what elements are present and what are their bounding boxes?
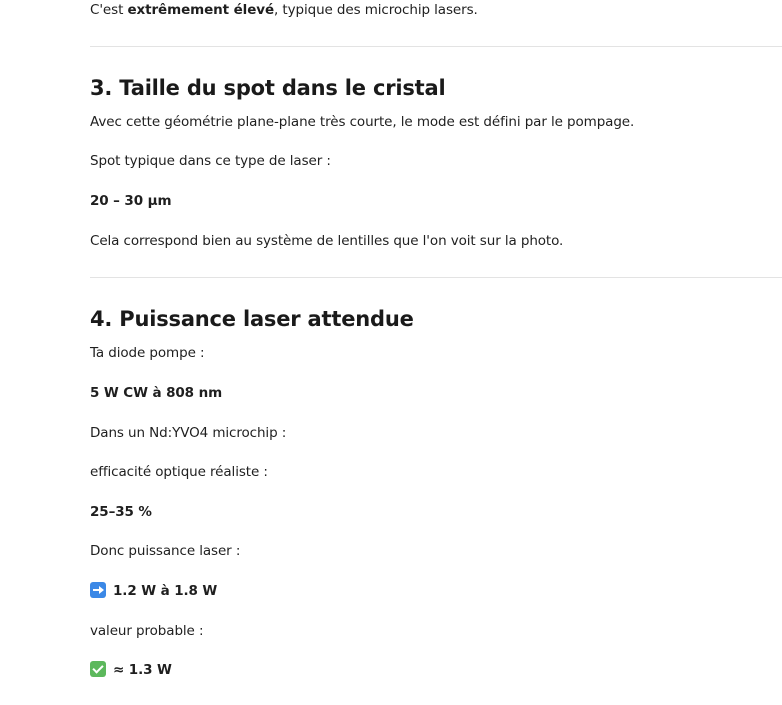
section-4-efficiency-value: [90, 502, 152, 522]
section-4-title: 4. Puissance laser attendue: [90, 307, 414, 331]
section-4-probable-value: [90, 660, 172, 680]
right-arrow-icon: [90, 582, 106, 598]
divider: [90, 46, 782, 47]
section-4-pump-value: [90, 383, 222, 403]
section-3-paragraph-2: Spot typique dans ce type de laser :: [90, 153, 331, 169]
section-4-paragraph-1: Ta diode pompe :: [90, 345, 205, 361]
power-range-value: 1.2 W à 1.8 W: [113, 583, 218, 599]
check-mark-icon: [90, 661, 106, 677]
probable-power-value: ≈ 1.3 W: [113, 662, 172, 678]
spot-size-value: 20 – 30 µm: [90, 193, 172, 209]
section-3-title: 3. Taille du spot dans le cristal: [90, 76, 446, 100]
section-4-paragraph-6: Donc puissance laser :: [90, 543, 241, 559]
section-4-paragraph-3: Dans un Nd:YVO4 microchip :: [90, 425, 287, 441]
section-4-paragraph-8: valeur probable :: [90, 623, 204, 639]
intro-prefix: C'est: [90, 2, 128, 18]
efficiency-value: 25–35 %: [90, 504, 152, 520]
section-3-value: [90, 191, 171, 211]
intro-bold: extrêmement élevé: [127, 2, 275, 18]
intro-paragraph: [90, 0, 478, 20]
section-4-power-range: [90, 581, 217, 601]
section-3-paragraph-4: Cela correspond bien au système de lentilles que l'on voit sur la photo.: [90, 233, 564, 249]
intro-suffix: , typique des microchip lasers.: [274, 2, 478, 18]
pump-diode-value: 5 W CW à 808 nm: [90, 385, 223, 401]
divider: [90, 277, 782, 278]
section-4-paragraph-4: efficacité optique réaliste :: [90, 464, 268, 480]
section-3-paragraph-1: Avec cette géométrie plane-plane très courte, le mode est défini par le pompage.: [90, 114, 635, 130]
